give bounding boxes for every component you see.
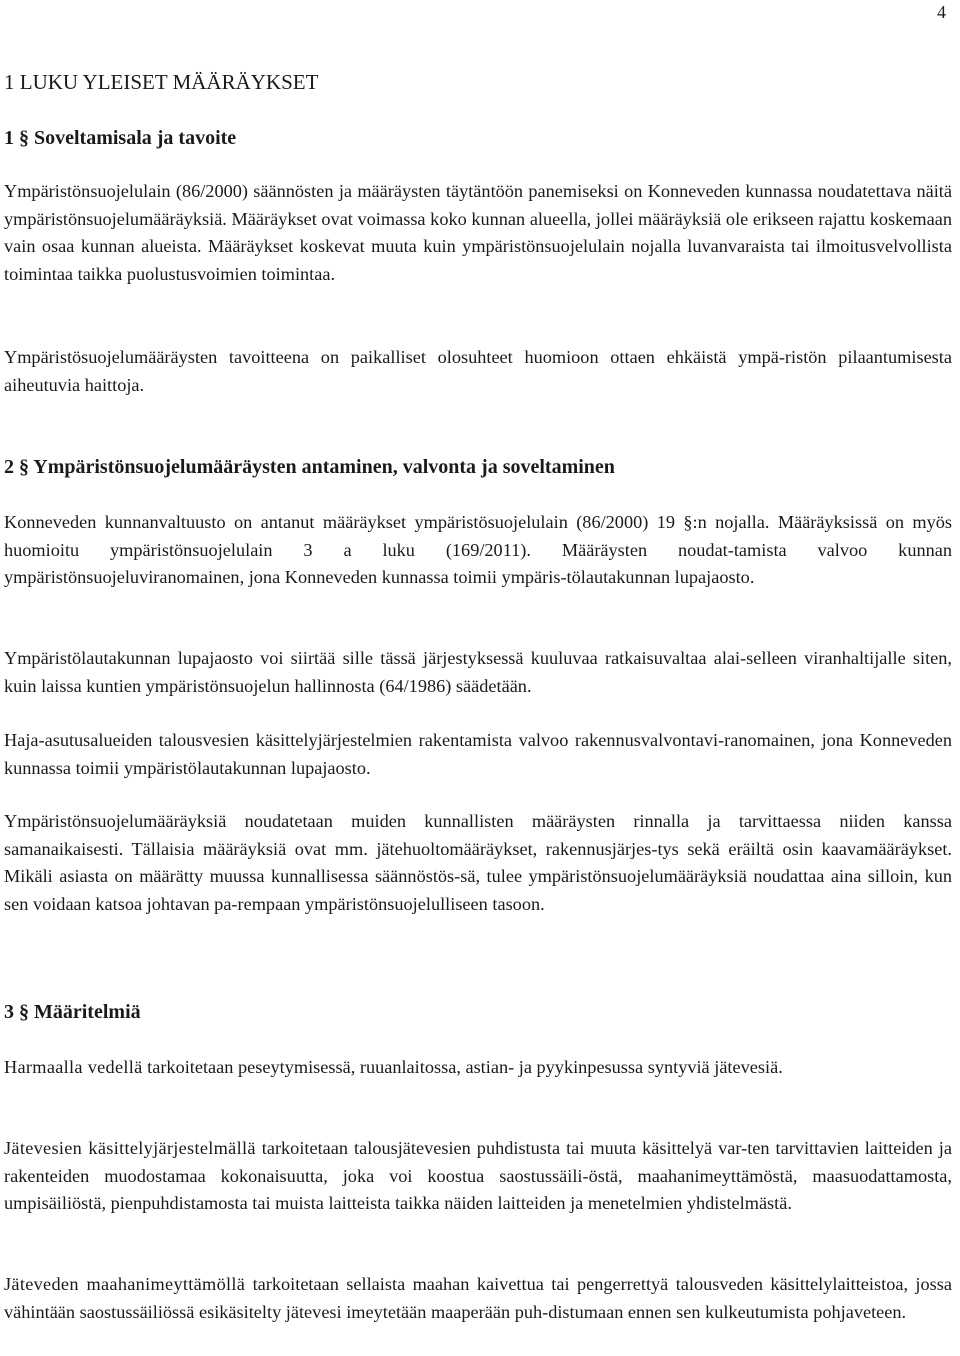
definition-term: Jäteveden maahanimeyttämöllä xyxy=(4,1274,246,1294)
page-number: 4 xyxy=(937,2,946,22)
paragraph: Ympäristölautakunnan lupajaosto voi siirtää sille tässä järjestyksessä kuuluvaa ratkaisuvaltaa alai-selleen viranhaltijalle siten, kuin laissa kuntien ympäristönsuojelun hallinnosta (64/1986) säädetään. xyxy=(4,648,952,696)
definition-paragraph xyxy=(4,1054,952,1082)
definition-term: Jätevesien käsittelyjärjestelmällä xyxy=(4,1138,256,1158)
paragraph: Ympäristönsuojelumääräyksiä noudatetaan muiden kunnallisten määräysten rinnalla ja tarvittaessa niiden kanssa samanaikaisesti. Tällaisia määräyksiä ovat mm. jätehuoltomääräykset, rakennusjärjes-tys sekä eräiltä osin kaavamääräykset. Mikäli asiasta on määrätty muussa kunnallisessa säännöstös-sä, tulee ympäristönsuojelumääräyksiä noudattaa aina silloin, kun sen voidaan katsoa johtavan pa-rempaan ympäristönsuojelulliseen tasoon. xyxy=(4,811,952,914)
paragraph: Ympäristönsuojelulain (86/2000) säännösten ja määräysten täytäntöön panemiseksi on Konneveden kunnassa noudatettava näitä ympäristönsuojelumääräyksiä. Määräykset ovat voimassa koko kunnan alueella, jollei määräyksiä ole erikseen rajattu koskemaan vain osaa kunnan alueista. Määräykset koskevat muuta kuin ympäristönsuojelulain nojalla luvanvaraista tai ilmoitusvelvollista toimintaa taikka puolustusvoimien toimintaa. xyxy=(4,181,952,284)
definition-text: tarkoitetaan peseytymisessä, ruuanlaitossa, astian- ja pyykinpesussa syntyviä jätevesiä. xyxy=(142,1057,783,1077)
definition-paragraph xyxy=(4,1135,952,1218)
section-heading-3: 3 § Määritelmiä xyxy=(4,1001,141,1023)
definition-text: tarkoitetaan talousjätevesien puhdistusta tai muuta käsittelyä var-ten tarvittavien laitteiden ja rakenteiden muodostamaa kokonaisuutta, joka voi koostua saostussäili-östä, maahanimeyttämöstä, maasuodattamosta, umpisäiliöstä, pienpuhdistamosta tai muista laitteista taikka näiden laitteiden ja menetelmien yhdistelmästä. xyxy=(4,1138,953,1213)
paragraph: Konneveden kunnanvaltuusto on antanut määräykset ympäristösuojelulain (86/2000) 19 §:n nojalla. Määräyksissä on myös huomioitu ympäristönsuojelulain 3 a luku (169/2011). Määräysten noudat-tamista valvoo kunnan ympäristönsuojeluviranomainen, jona Konneveden kunnassa toimii ympäris-tölautakunnan lupajaosto. xyxy=(4,512,952,587)
paragraph: Ympäristösuojelumääräysten tavoitteena on paikalliset olosuhteet huomioon ottaen ehkäistä ympä-ristön pilaantumisesta aiheutuvia haittoja. xyxy=(4,347,952,395)
chapter-title: 1 LUKU YLEISET MÄÄRÄYKSET xyxy=(4,70,319,94)
definition-text: tarkoitetaan sellaista maahan kaivettua tai pengerrettyä talousveden käsittelylaitteistoa, jossa vähintään saostussäiliössä esikäsitelty jätevesi imeytetään maaperään puh-distumaan ennen sen kulkeutumista pohjaveteen. xyxy=(4,1274,952,1322)
section-heading-2: 2 § Ympäristönsuojelumääräysten antaminen, valvonta ja soveltaminen xyxy=(4,456,615,478)
paragraph: Haja-asutusalueiden talousvesien käsittelyjärjestelmien rakentamista valvoo rakennusvalvontavi-ranomainen, jona Konneveden kunnassa toimii ympäristölautakunnan lupajaosto. xyxy=(4,730,952,778)
section-heading-1: 1 § Soveltamisala ja tavoite xyxy=(4,127,237,149)
definition-term: Harmaalla vedellä xyxy=(4,1057,143,1077)
definition-paragraph xyxy=(4,1271,952,1326)
